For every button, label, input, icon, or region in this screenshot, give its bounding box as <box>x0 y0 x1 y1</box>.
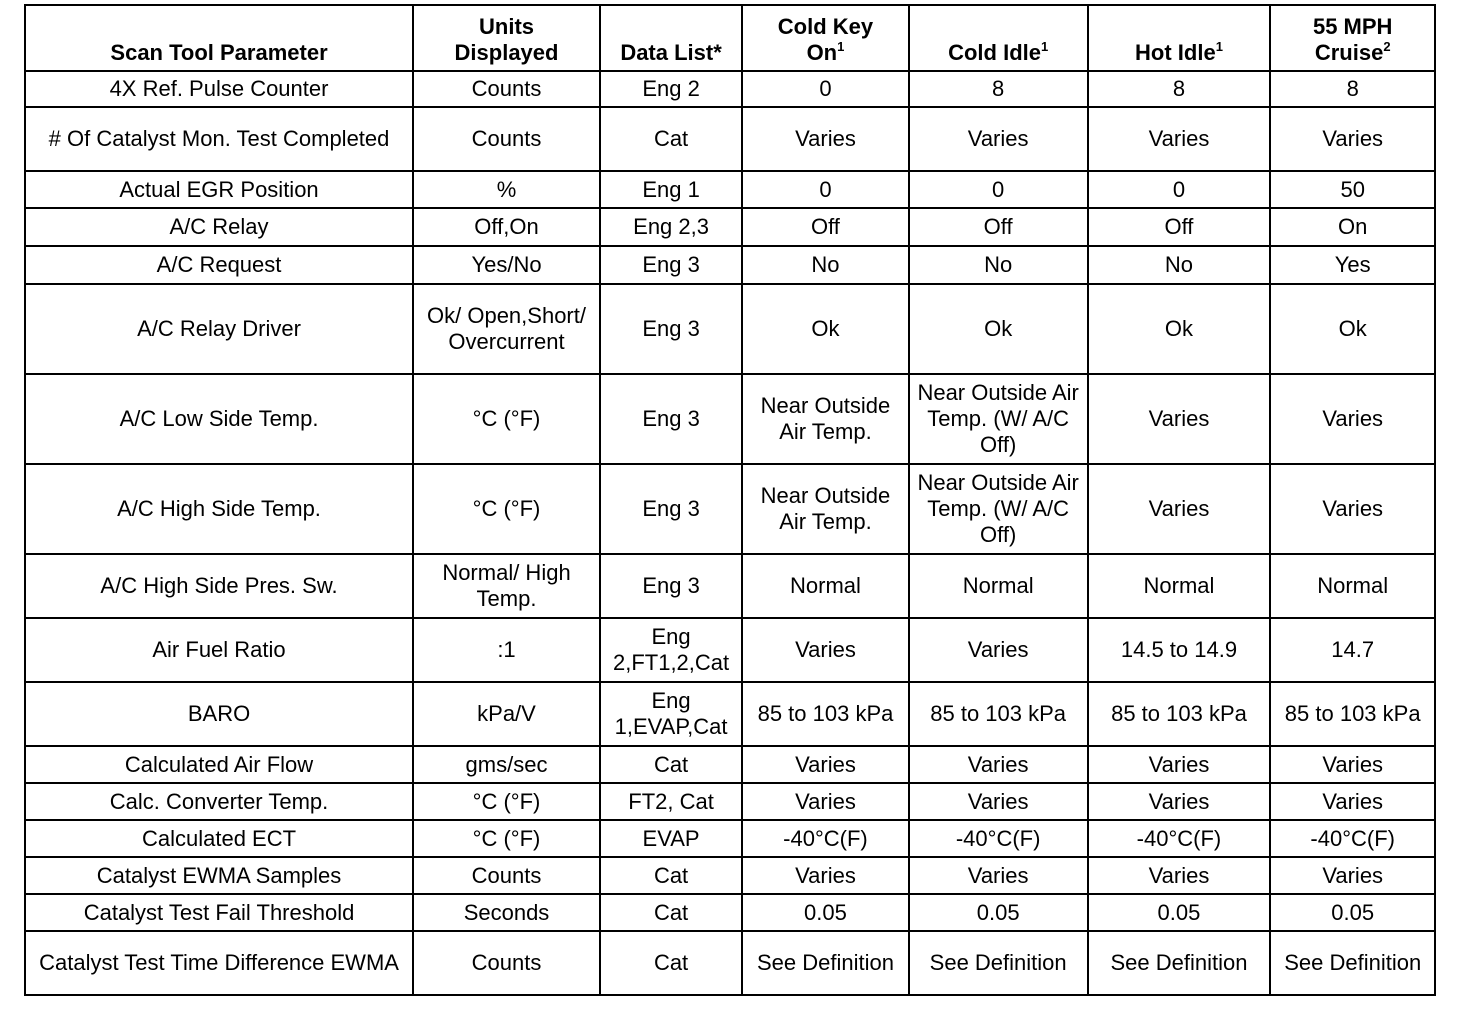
hot-idle-cell: Varies <box>1088 783 1271 820</box>
units-cell: Ok/ Open,Short/ Overcurrent <box>413 284 600 374</box>
cold-idle-cell: See Definition <box>909 931 1088 995</box>
hot-idle-cell: 14.5 to 14.9 <box>1088 618 1271 682</box>
hot-idle-cell: Normal <box>1088 554 1271 618</box>
cold-key-on-cell: Ok <box>742 284 909 374</box>
cruise-cell: 0.05 <box>1270 894 1435 931</box>
cold-idle-cell: 0 <box>909 171 1088 208</box>
table-row <box>25 554 1435 618</box>
hot-idle-cell: Ok <box>1088 284 1271 374</box>
param-cell: A/C Relay <box>25 208 413 246</box>
units-cell: Counts <box>413 857 600 894</box>
cold-idle-cell: Varies <box>909 107 1088 171</box>
hot-idle-cell: -40°C(F) <box>1088 820 1271 857</box>
cold-key-on-cell: Varies <box>742 618 909 682</box>
cold-idle-cell: -40°C(F) <box>909 820 1088 857</box>
param-cell: BARO <box>25 682 413 746</box>
cold-key-on-cell: Near Outside Air Temp. <box>742 374 909 464</box>
cruise-cell: See Definition <box>1270 931 1435 995</box>
units-cell: °C (°F) <box>413 374 600 464</box>
cold-key-on-cell: 85 to 103 kPa <box>742 682 909 746</box>
param-cell: Catalyst Test Time Difference EWMA <box>25 931 413 995</box>
param-cell: Calculated ECT <box>25 820 413 857</box>
hot-idle-cell: See Definition <box>1088 931 1271 995</box>
param-cell: A/C Request <box>25 246 413 284</box>
hot-idle-cell: Varies <box>1088 857 1271 894</box>
cold-idle-cell: Near Outside Air Temp. (W/ A/C Off) <box>909 374 1088 464</box>
cold-idle-cell: 0.05 <box>909 894 1088 931</box>
table-row <box>25 208 1435 246</box>
units-cell: gms/sec <box>413 746 600 783</box>
scan-tool-data-table <box>24 4 1436 996</box>
units-cell: Counts <box>413 71 600 107</box>
cold-key-on-cell: Varies <box>742 107 909 171</box>
hot-idle-cell: 8 <box>1088 71 1271 107</box>
table-row <box>25 284 1435 374</box>
units-cell: % <box>413 171 600 208</box>
cruise-cell: Varies <box>1270 783 1435 820</box>
units-cell: Counts <box>413 107 600 171</box>
cold-idle-cell: Varies <box>909 857 1088 894</box>
cruise-cell: Normal <box>1270 554 1435 618</box>
header-scan-tool-parameter: Scan Tool Parameter <box>25 5 413 71</box>
header-55-mph-cruise: 55 MPH Cruise$^2$ <box>1270 5 1435 71</box>
cold-idle-cell: Off <box>909 208 1088 246</box>
table-row <box>25 820 1435 857</box>
table-row <box>25 171 1435 208</box>
cold-idle-cell: Varies <box>909 746 1088 783</box>
table-row <box>25 107 1435 171</box>
param-cell: Air Fuel Ratio <box>25 618 413 682</box>
header-data-list: Data List* <box>600 5 742 71</box>
cold-idle-cell: Varies <box>909 618 1088 682</box>
table-row <box>25 682 1435 746</box>
data-list-cell: Cat <box>600 857 742 894</box>
param-cell: A/C Low Side Temp. <box>25 374 413 464</box>
data-list-cell: Eng 2 <box>600 71 742 107</box>
param-cell: 4X Ref. Pulse Counter <box>25 71 413 107</box>
header-row <box>25 5 1435 71</box>
data-list-cell: Eng 2,3 <box>600 208 742 246</box>
param-cell: # Of Catalyst Mon. Test Completed <box>25 107 413 171</box>
cruise-cell: Varies <box>1270 374 1435 464</box>
table-row <box>25 618 1435 682</box>
units-cell: :1 <box>413 618 600 682</box>
table-row <box>25 746 1435 783</box>
data-list-cell: Eng 3 <box>600 464 742 554</box>
cold-key-on-cell: Normal <box>742 554 909 618</box>
param-cell: A/C High Side Pres. Sw. <box>25 554 413 618</box>
hot-idle-cell: Varies <box>1088 746 1271 783</box>
cold-key-on-cell: 0.05 <box>742 894 909 931</box>
data-list-cell: Cat <box>600 746 742 783</box>
cold-idle-cell: Ok <box>909 284 1088 374</box>
header-units-displayed: Units Displayed <box>413 5 600 71</box>
units-cell: Normal/ High Temp. <box>413 554 600 618</box>
table-row <box>25 931 1435 995</box>
units-cell: Off,On <box>413 208 600 246</box>
cold-key-on-cell: Near Outside Air Temp. <box>742 464 909 554</box>
cold-idle-cell: 85 to 103 kPa <box>909 682 1088 746</box>
cold-key-on-cell: No <box>742 246 909 284</box>
hot-idle-cell: 0 <box>1088 171 1271 208</box>
cold-key-on-cell: Varies <box>742 783 909 820</box>
cruise-cell: Varies <box>1270 464 1435 554</box>
data-list-cell: Eng 2,FT1,2,Cat <box>600 618 742 682</box>
cruise-cell: 50 <box>1270 171 1435 208</box>
param-cell: A/C High Side Temp. <box>25 464 413 554</box>
param-cell: Calculated Air Flow <box>25 746 413 783</box>
table-row <box>25 71 1435 107</box>
param-cell: A/C Relay Driver <box>25 284 413 374</box>
cold-key-on-cell: 0 <box>742 71 909 107</box>
units-cell: °C (°F) <box>413 820 600 857</box>
cold-idle-cell: 8 <box>909 71 1088 107</box>
units-cell: °C (°F) <box>413 464 600 554</box>
table-row <box>25 783 1435 820</box>
table-row <box>25 246 1435 284</box>
hot-idle-cell: Varies <box>1088 374 1271 464</box>
header-cold-idle: Cold Idle$^1$ <box>909 5 1088 71</box>
units-cell: kPa/V <box>413 682 600 746</box>
header-cold-key-on: Cold Key On$^1$ <box>742 5 909 71</box>
cold-idle-cell: Varies <box>909 783 1088 820</box>
data-list-cell: Cat <box>600 107 742 171</box>
cold-idle-cell: Normal <box>909 554 1088 618</box>
data-list-cell: EVAP <box>600 820 742 857</box>
data-list-cell: Eng 3 <box>600 554 742 618</box>
table-row <box>25 894 1435 931</box>
cold-key-on-cell: 0 <box>742 171 909 208</box>
cold-key-on-cell: See Definition <box>742 931 909 995</box>
header-hot-idle: Hot Idle$^1$ <box>1088 5 1271 71</box>
cruise-cell: 8 <box>1270 71 1435 107</box>
hot-idle-cell: 0.05 <box>1088 894 1271 931</box>
cold-idle-cell: No <box>909 246 1088 284</box>
units-cell: °C (°F) <box>413 783 600 820</box>
cold-key-on-cell: Varies <box>742 746 909 783</box>
data-list-cell: FT2, Cat <box>600 783 742 820</box>
cold-key-on-cell: Varies <box>742 857 909 894</box>
data-list-cell: Cat <box>600 894 742 931</box>
param-cell: Calc. Converter Temp. <box>25 783 413 820</box>
data-list-cell: Eng 1,EVAP,Cat <box>600 682 742 746</box>
cruise-cell: Ok <box>1270 284 1435 374</box>
hot-idle-cell: No <box>1088 246 1271 284</box>
hot-idle-cell: Off <box>1088 208 1271 246</box>
hot-idle-cell: 85 to 103 kPa <box>1088 682 1271 746</box>
data-list-cell: Eng 3 <box>600 374 742 464</box>
cruise-cell: Varies <box>1270 857 1435 894</box>
table-row <box>25 857 1435 894</box>
table-row <box>25 464 1435 554</box>
data-list-cell: Eng 3 <box>600 246 742 284</box>
table-row <box>25 374 1435 464</box>
param-cell: Catalyst Test Fail Threshold <box>25 894 413 931</box>
cruise-cell: Yes <box>1270 246 1435 284</box>
data-list-cell: Cat <box>600 931 742 995</box>
units-cell: Counts <box>413 931 600 995</box>
cold-key-on-cell: Off <box>742 208 909 246</box>
cold-key-on-cell: -40°C(F) <box>742 820 909 857</box>
cruise-cell: Varies <box>1270 746 1435 783</box>
units-cell: Seconds <box>413 894 600 931</box>
units-cell: Yes/No <box>413 246 600 284</box>
cruise-cell: On <box>1270 208 1435 246</box>
param-cell: Catalyst EWMA Samples <box>25 857 413 894</box>
cruise-cell: 85 to 103 kPa <box>1270 682 1435 746</box>
cruise-cell: Varies <box>1270 107 1435 171</box>
cruise-cell: -40°C(F) <box>1270 820 1435 857</box>
cold-idle-cell: Near Outside Air Temp. (W/ A/C Off) <box>909 464 1088 554</box>
data-list-cell: Eng 1 <box>600 171 742 208</box>
param-cell: Actual EGR Position <box>25 171 413 208</box>
data-list-cell: Eng 3 <box>600 284 742 374</box>
hot-idle-cell: Varies <box>1088 464 1271 554</box>
hot-idle-cell: Varies <box>1088 107 1271 171</box>
cruise-cell: 14.7 <box>1270 618 1435 682</box>
